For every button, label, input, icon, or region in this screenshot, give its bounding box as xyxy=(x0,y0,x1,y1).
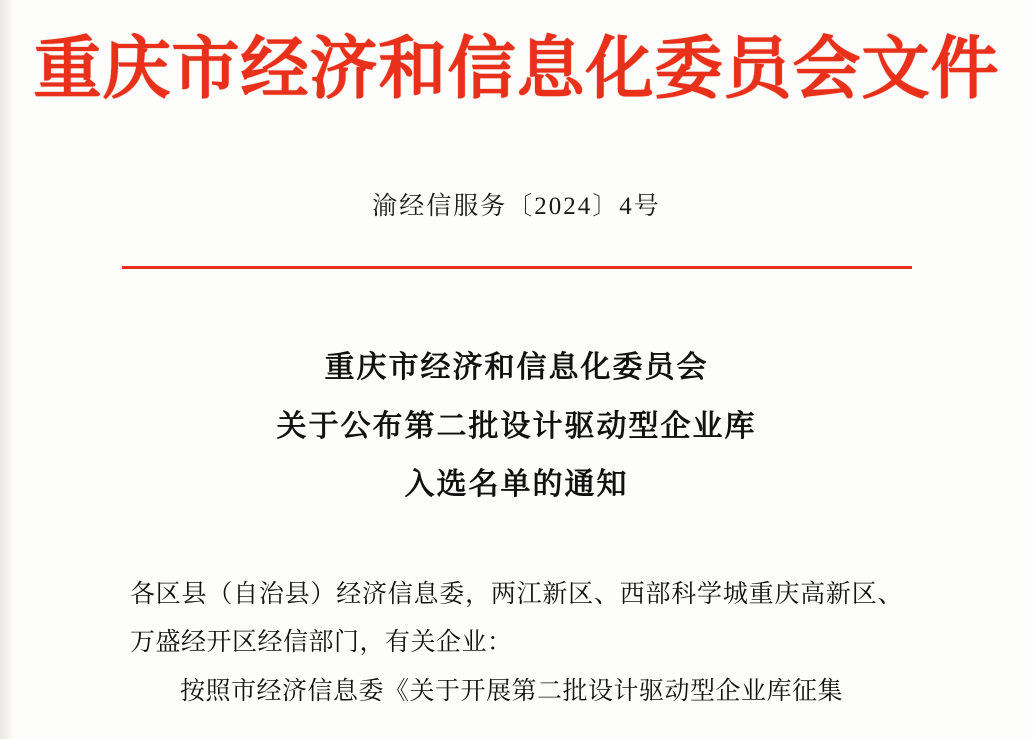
notice-title-line-3: 入选名单的通知 xyxy=(404,467,629,503)
body-paragraph-1: 按照市经济信息委《关于开展第二批设计驱动型企业库征集 xyxy=(180,678,844,706)
document-body xyxy=(130,571,903,717)
masthead-title: 重庆市经济和信息化委员会文件 xyxy=(33,29,1000,109)
body-paragraph-recipients: 各区县（自治县）经济信息委，两江新区、西部科学城重庆高新区、万盛经开区经信部门，有关企业： xyxy=(130,580,903,657)
document-number: 渝经信服务〔2024〕4号 xyxy=(372,193,661,221)
notice-title-line-1: 重庆市经济和信息化委员会 xyxy=(324,350,709,386)
notice-title xyxy=(0,339,1033,515)
notice-title-line-2: 关于公布第二批设计驱动型企业库 xyxy=(276,408,757,444)
red-divider-rule xyxy=(122,266,912,269)
document-masthead xyxy=(0,0,1033,108)
